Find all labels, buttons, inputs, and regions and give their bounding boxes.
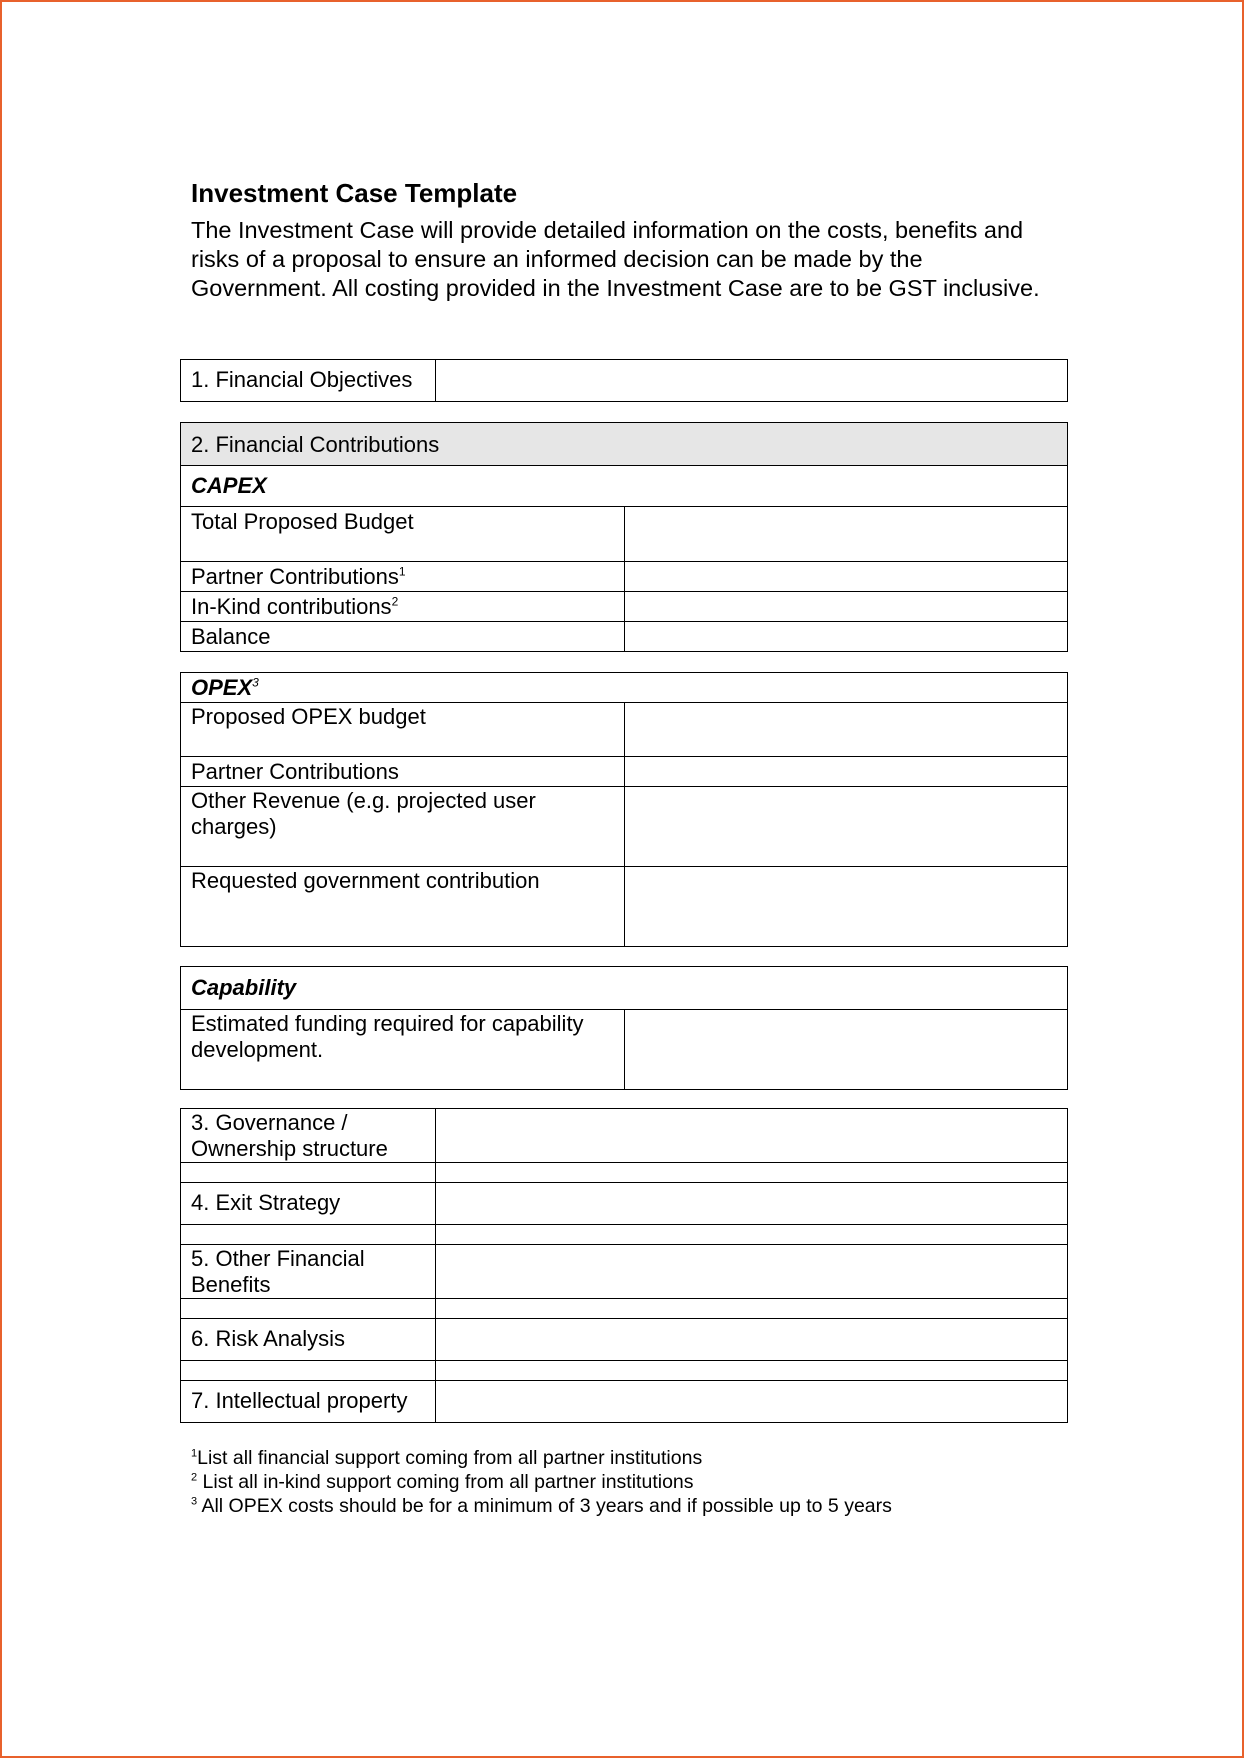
capex-heading: CAPEX (181, 466, 1068, 507)
section-field[interactable] (436, 1319, 1068, 1361)
footnote-ref: 3 (252, 675, 259, 690)
section-label: 7. Intellectual property (181, 1381, 436, 1423)
footnote-ref: 1 (398, 564, 406, 579)
spacer-cell (436, 1361, 1068, 1381)
capex-row-label: Balance (181, 622, 625, 652)
capability-row-field[interactable] (624, 1010, 1068, 1090)
opex-row-field[interactable] (624, 703, 1068, 757)
capability-row-label: Estimated funding required for capability development. (181, 1010, 625, 1090)
financial-objectives-field[interactable] (436, 360, 1068, 402)
opex-table (180, 672, 1068, 947)
footnote: $^1$List all financial support coming from all partner institutions (191, 1447, 703, 1469)
spacer-cell (181, 1163, 436, 1183)
financial-objectives-table (180, 359, 1068, 402)
section-label: 3. Governance / Ownership structure (181, 1109, 436, 1163)
section-field[interactable] (436, 1245, 1068, 1299)
capex-row-field[interactable] (624, 562, 1068, 592)
opex-row-label: Proposed OPEX budget (181, 703, 625, 757)
capex-row-field[interactable] (624, 622, 1068, 652)
section-label: 6. Risk Analysis (181, 1319, 436, 1361)
spacer-cell (181, 1299, 436, 1319)
capex-row-field[interactable] (624, 507, 1068, 562)
opex-row-label: Partner Contributions (181, 757, 625, 787)
footnote-ref: 2 (391, 594, 399, 609)
financial-contributions-table (180, 422, 1068, 652)
spacer-cell (181, 1225, 436, 1245)
section-field[interactable] (436, 1183, 1068, 1225)
spacer-cell (436, 1299, 1068, 1319)
footnote: $^2$ List all in-kind support coming from all partner institutions (191, 1471, 694, 1493)
capability-table (180, 966, 1068, 1090)
spacer-cell (436, 1225, 1068, 1245)
footnote: $^3$ All OPEX costs should be for a minimum of 3 years and if possible up to 5 years (191, 1495, 892, 1517)
sections-table (180, 1108, 1068, 1423)
intro-paragraph: The Investment Case will provide detailed information on the costs, benefits and risks of a proposal to ensure an informed decision can be made by the Government. All costing provided in the Investment Case are to be GST inclusive. (191, 217, 1040, 301)
capex-row-label: Partner Contributions$^1$ (181, 562, 625, 592)
financial-objectives-label: 1. Financial Objectives (181, 360, 436, 402)
spacer-cell (436, 1163, 1068, 1183)
opex-row-field[interactable] (624, 757, 1068, 787)
section-label: 5. Other Financial Benefits (181, 1245, 436, 1299)
document-title: Investment Case Template (191, 178, 518, 208)
capability-heading: Capability (181, 967, 1068, 1010)
footnotes (191, 1446, 892, 1518)
capex-row-field[interactable] (624, 592, 1068, 622)
section-field[interactable] (436, 1109, 1068, 1163)
opex-row-field[interactable] (624, 787, 1068, 867)
section-field[interactable] (436, 1381, 1068, 1423)
section-label: 4. Exit Strategy (181, 1183, 436, 1225)
financial-contributions-heading: 2. Financial Contributions (181, 423, 1068, 466)
capex-row-label: In-Kind contributions$^2$ (181, 592, 625, 622)
capex-row-label: Total Proposed Budget (181, 507, 625, 562)
opex-row-label: Other Revenue (e.g. projected user charges) (181, 787, 625, 867)
opex-row-label: Requested government contribution (181, 867, 625, 947)
spacer-cell (181, 1361, 436, 1381)
opex-heading: OPEX$^3$ (181, 673, 1068, 703)
opex-row-field[interactable] (624, 867, 1068, 947)
